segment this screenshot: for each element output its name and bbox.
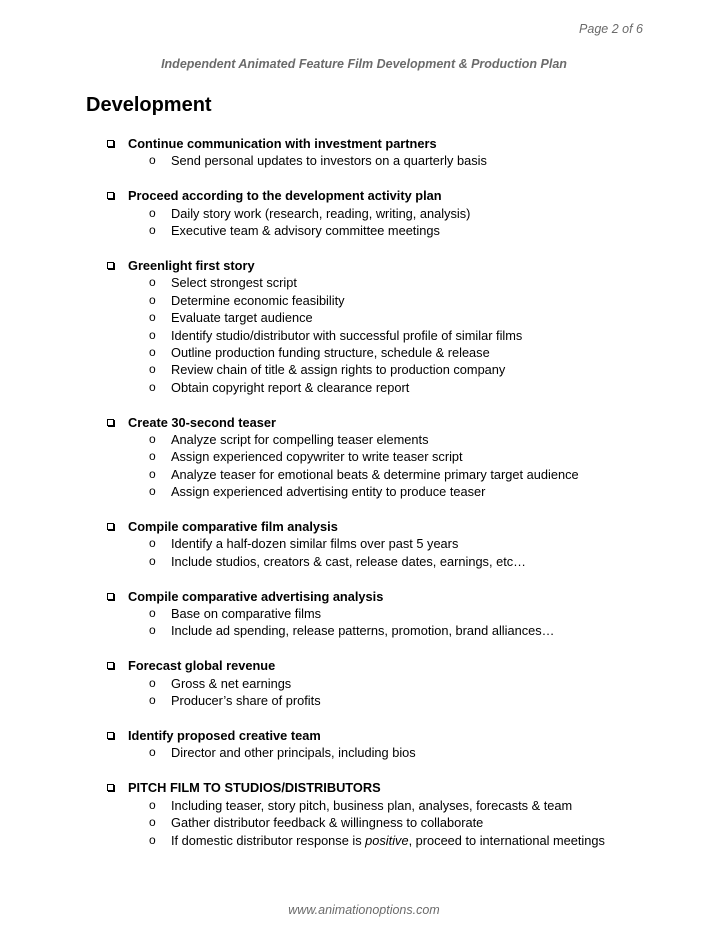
- sub-list-item: [0, 797, 728, 814]
- checkbox-square-icon: [107, 662, 114, 669]
- list-item: [0, 727, 728, 762]
- sub-item-text: Director and other principals, including bios: [171, 745, 416, 761]
- sub-list: [0, 205, 728, 240]
- sub-item-text: Analyze teaser for emotional beats & determine primary target audience: [171, 466, 579, 482]
- circle-bullet-icon: o: [149, 362, 156, 377]
- circle-bullet-icon: o: [149, 675, 156, 690]
- list-item: [0, 518, 728, 570]
- circle-bullet-icon: o: [149, 153, 156, 168]
- circle-bullet-icon: o: [149, 536, 156, 551]
- sub-item-text: [171, 832, 605, 849]
- sub-item-text: Evaluate target audience: [171, 310, 313, 326]
- list-item-title: Continue communication with investment partners: [128, 136, 437, 151]
- checkbox-square-icon: [107, 732, 114, 739]
- circle-bullet-icon: o: [149, 815, 156, 830]
- sub-list: [0, 744, 728, 761]
- sub-list-item: [0, 361, 728, 378]
- list-item-title: Greenlight first story: [128, 257, 255, 273]
- circle-bullet-icon: o: [149, 292, 156, 307]
- circle-bullet-icon: o: [149, 797, 156, 812]
- sub-item-text: Identify studio/distributor with successful profile of similar films: [171, 327, 523, 343]
- sub-item-text: Base on comparative films: [171, 606, 322, 622]
- sub-list-item: [0, 309, 728, 326]
- circle-bullet-icon: o: [149, 310, 156, 325]
- sub-item-text: Include ad spending, release patterns, promotion, brand alliances…: [171, 623, 555, 639]
- section-heading: Development: [86, 94, 212, 116]
- circle-bullet-icon: o: [149, 693, 156, 708]
- sub-list: [0, 274, 728, 396]
- sub-list-item: [0, 327, 728, 344]
- list-item: [0, 779, 728, 849]
- sub-list-item: [0, 274, 728, 291]
- sub-list-item: [0, 344, 728, 361]
- sub-list-item: [0, 431, 728, 448]
- sub-item-text: Gather distributor feedback & willingness to collaborate: [171, 815, 484, 831]
- sub-item-text: Determine economic feasibility: [171, 292, 345, 308]
- circle-bullet-icon: o: [149, 275, 156, 290]
- checkbox-square-icon: [107, 140, 114, 147]
- sub-item-text: Include studios, creators & cast, release dates, earnings, etc…: [171, 553, 526, 569]
- sub-list-item: [0, 744, 728, 761]
- circle-bullet-icon: o: [149, 606, 156, 621]
- footer-url: www.animationoptions.com: [288, 903, 440, 917]
- list-item-header: [0, 135, 728, 152]
- sub-item-text: Including teaser, story pitch, business plan, analyses, forecasts & team: [171, 797, 573, 813]
- list-item-title: Forecast global revenue: [128, 658, 276, 674]
- list-item-title: Create 30-second teaser: [128, 414, 276, 430]
- sub-item-text: Analyze script for compelling teaser elements: [171, 431, 429, 447]
- circle-bullet-icon: o: [149, 327, 156, 342]
- sub-item-text: Gross & net earnings: [171, 675, 292, 691]
- circle-bullet-icon: o: [149, 623, 156, 638]
- circle-bullet-icon: o: [149, 379, 156, 394]
- sub-item-text: Select strongest script: [171, 275, 297, 291]
- list-item-header: [0, 257, 728, 274]
- sub-list-item: [0, 292, 728, 309]
- sub-list-item: [0, 152, 728, 169]
- sub-item-text: Obtain copyright report & clearance report: [171, 379, 410, 395]
- checkbox-square-icon: [107, 419, 114, 426]
- checkbox-square-icon: [107, 593, 114, 600]
- list-item: [0, 414, 728, 501]
- circle-bullet-icon: o: [149, 344, 156, 359]
- sub-list-item: [0, 535, 728, 552]
- list-item-title: Proceed according to the development activity plan: [128, 188, 442, 204]
- sub-list: [0, 152, 728, 169]
- circle-bullet-icon: o: [149, 431, 156, 446]
- sub-list-item: [0, 692, 728, 709]
- sub-item-text: Producer’s share of profits: [171, 693, 321, 709]
- sub-list-item: [0, 814, 728, 831]
- sub-item-text: Assign experienced advertising entity to produce teaser: [171, 484, 486, 500]
- sub-item-text: Executive team & advisory committee meetings: [171, 223, 440, 239]
- sub-list: [0, 535, 728, 570]
- document-title: Independent Animated Feature Film Development & Production Plan: [161, 57, 567, 71]
- sub-list-item: [0, 622, 728, 639]
- sub-item-text: Outline production funding structure, schedule & release: [171, 344, 490, 360]
- sub-item-text: Review chain of title & assign rights to production company: [171, 362, 506, 378]
- circle-bullet-icon: o: [149, 466, 156, 481]
- list-item-header: [0, 414, 728, 431]
- list-item: [0, 657, 728, 709]
- checkbox-square-icon: [107, 784, 114, 791]
- text-segment: If domestic distributor response is: [171, 832, 366, 848]
- sub-list-item: [0, 832, 728, 849]
- sub-list-item: [0, 483, 728, 500]
- list-item: [0, 187, 728, 239]
- sub-list: [0, 675, 728, 710]
- list-item: [0, 257, 728, 396]
- sub-list-item: [0, 553, 728, 570]
- sub-list-item: [0, 605, 728, 622]
- sub-list: [0, 431, 728, 501]
- list-item: [0, 588, 728, 640]
- sub-list: [0, 797, 728, 849]
- list-item-title: Compile comparative film analysis: [128, 519, 338, 535]
- list-item-title: PITCH FILM TO STUDIOS/DISTRIBUTORS: [128, 780, 381, 796]
- list-item-title: Compile comparative advertising analysis: [128, 588, 384, 604]
- circle-bullet-icon: o: [149, 205, 156, 220]
- sub-list-item: [0, 466, 728, 483]
- list-item-header: [0, 187, 728, 204]
- list-item-header: [0, 518, 728, 535]
- sub-list-item: [0, 205, 728, 222]
- list-item: [0, 135, 728, 170]
- circle-bullet-icon: o: [149, 223, 156, 238]
- sub-list-item: [0, 448, 728, 465]
- list-item-header: [0, 779, 728, 796]
- emphasis-text: positive: [365, 832, 409, 848]
- circle-bullet-icon: o: [149, 553, 156, 568]
- text-segment: , proceed to international meetings: [408, 832, 605, 848]
- sub-list-item: [0, 379, 728, 396]
- circle-bullet-icon: o: [149, 484, 156, 499]
- circle-bullet-icon: o: [149, 745, 156, 760]
- circle-bullet-icon: o: [149, 449, 156, 464]
- sub-list-item: [0, 675, 728, 692]
- list-item-header: [0, 588, 728, 605]
- sub-item-text: Daily story work (research, reading, writing, analysis): [171, 205, 471, 221]
- page-number: Page 2 of 6: [579, 22, 643, 36]
- sub-item-text: Assign experienced copywriter to write teaser script: [171, 449, 463, 465]
- list-item-header: [0, 657, 728, 674]
- circle-bullet-icon: o: [149, 832, 156, 847]
- sub-list: [0, 605, 728, 640]
- sub-item-text: Identify a half-dozen similar films over past 5 years: [171, 536, 459, 552]
- sub-item-text: Send personal updates to investors on a quarterly basis: [171, 153, 487, 169]
- checkbox-square-icon: [107, 262, 114, 269]
- checkbox-square-icon: [107, 192, 114, 199]
- list-item-title: Identify proposed creative team: [128, 728, 321, 744]
- development-list: [0, 135, 728, 866]
- sub-list-item: [0, 222, 728, 239]
- list-item-header: [0, 727, 728, 744]
- checkbox-square-icon: [107, 523, 114, 530]
